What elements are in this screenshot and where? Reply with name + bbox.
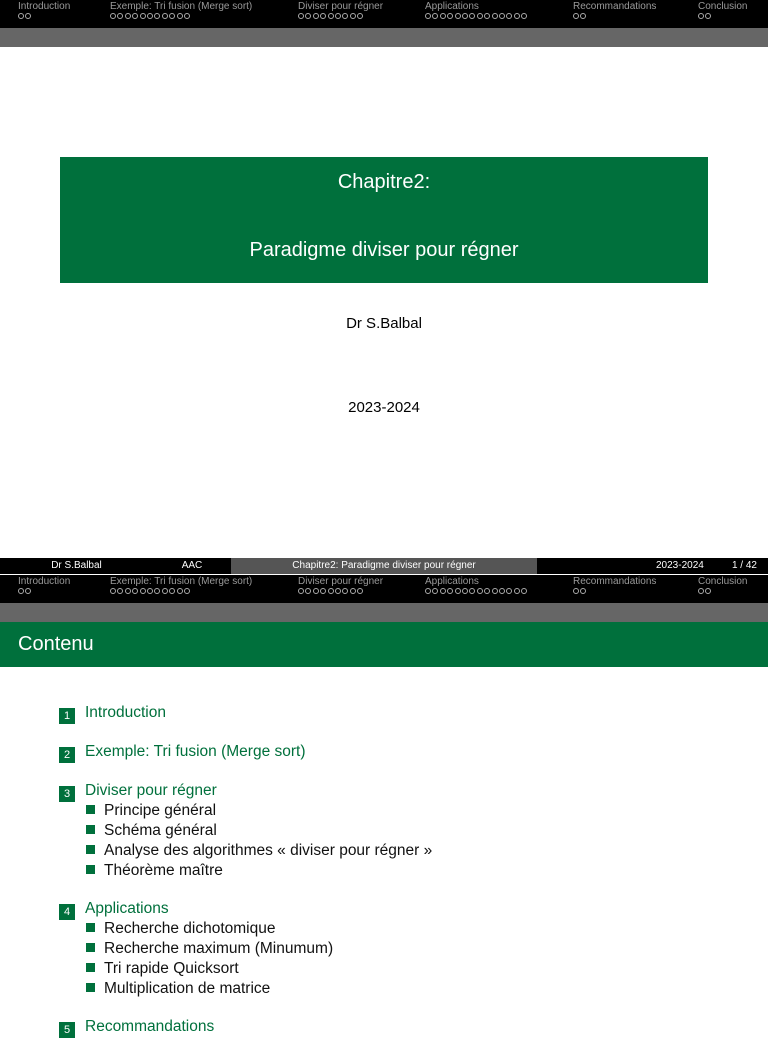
toc-section-label: Exemple: Tri fusion (Merge sort) [85, 743, 306, 760]
nav-dot-icon[interactable] [110, 13, 116, 19]
nav-dot-icon[interactable] [455, 588, 461, 594]
nav-dot-icon[interactable] [169, 588, 175, 594]
toc-section-3[interactable] [59, 782, 217, 802]
toc-subsection[interactable]: Tri rapide Quicksort [86, 960, 239, 978]
nav-dots [298, 588, 383, 594]
author: Dr S.Balbal [346, 315, 422, 332]
nav-dot-icon[interactable] [514, 588, 520, 594]
nav-dot-icon[interactable] [425, 13, 431, 19]
nav-dot-icon[interactable] [140, 588, 146, 594]
nav-dot-icon[interactable] [573, 13, 579, 19]
nav-dot-icon[interactable] [469, 588, 475, 594]
toc-subsection[interactable]: Théorème maître [86, 862, 223, 880]
nav-dot-icon[interactable] [462, 13, 468, 19]
nav-dot-icon[interactable] [425, 588, 431, 594]
nav-grey-strip [0, 603, 768, 622]
nav-dot-icon[interactable] [25, 13, 31, 19]
nav-section-exemple[interactable]: Exemple: Tri fusion (Merge sort) [110, 1, 252, 19]
nav-dot-icon[interactable] [125, 13, 131, 19]
nav-dot-icon[interactable] [162, 588, 168, 594]
bullet-square-icon [86, 805, 95, 814]
toc-section-2[interactable] [59, 743, 306, 763]
nav-dot-icon[interactable] [147, 13, 153, 19]
date: 2023-2024 [348, 399, 420, 416]
nav-section-conclusion[interactable]: Conclusion [698, 576, 747, 594]
nav-dot-icon[interactable] [440, 13, 446, 19]
footer-bar [0, 558, 768, 574]
nav-dot-icon[interactable] [492, 588, 498, 594]
nav-section-applications[interactable]: Applications [425, 576, 528, 594]
nav-dot-icon[interactable] [477, 588, 483, 594]
footer-page-number: 1 / 42 [731, 560, 757, 571]
nav-section-diviser[interactable]: Diviser pour régner [298, 1, 383, 19]
nav-dot-icon[interactable] [573, 588, 579, 594]
nav-dot-icon[interactable] [162, 13, 168, 19]
bullet-square-icon [86, 845, 95, 854]
nav-dot-icon[interactable] [184, 13, 190, 19]
nav-dot-icon[interactable] [132, 13, 138, 19]
nav-dot-icon[interactable] [705, 13, 711, 19]
nav-section-exemple[interactable]: Exemple: Tri fusion (Merge sort) [110, 576, 252, 594]
nav-dot-icon[interactable] [313, 13, 319, 19]
bullet-square-icon [86, 943, 95, 952]
nav-dot-icon[interactable] [484, 13, 490, 19]
toc-section-5[interactable] [59, 1018, 214, 1038]
nav-dot-icon[interactable] [117, 588, 123, 594]
nav-dot-icon[interactable] [342, 13, 348, 19]
nav-dot-icon[interactable] [132, 588, 138, 594]
nav-dot-icon[interactable] [514, 13, 520, 19]
nav-dots [425, 588, 528, 594]
nav-dot-icon[interactable] [320, 13, 326, 19]
slide-subtitle: Paradigme diviser pour régner [249, 239, 519, 261]
nav-dot-icon[interactable] [698, 13, 704, 19]
nav-dots [18, 13, 70, 19]
nav-dot-icon[interactable] [328, 588, 334, 594]
footer-title: Chapitre2: Paradigme diviser pour régner [231, 558, 537, 574]
nav-dot-icon[interactable] [440, 588, 446, 594]
nav-section-diviser[interactable]: Diviser pour régner [298, 576, 383, 594]
toc-subsection[interactable]: Recherche maximum (Minumum) [86, 940, 333, 958]
nav-dot-icon[interactable] [580, 13, 586, 19]
bullet-square-icon [86, 865, 95, 874]
nav-dots [698, 13, 747, 19]
nav-dot-icon[interactable] [184, 588, 190, 594]
toc-subsection[interactable]: Principe général [86, 802, 216, 820]
bullet-square-icon [86, 963, 95, 972]
title-slide [0, 47, 768, 558]
footer-institute: AAC [153, 558, 231, 574]
nav-dot-icon[interactable] [499, 13, 505, 19]
nav-dot-icon[interactable] [305, 588, 311, 594]
nav-dot-icon[interactable] [169, 13, 175, 19]
footer-date: 2023-2024 [656, 560, 704, 571]
nav-section-recommandations[interactable]: Recommandations [573, 1, 656, 19]
nav-dot-icon[interactable] [177, 588, 183, 594]
nav-dot-icon[interactable] [506, 13, 512, 19]
slide-title: Chapitre2: [337, 171, 431, 193]
toc-section-4[interactable] [59, 900, 169, 920]
bullet-square-icon [86, 825, 95, 834]
toc-section-label: Recommandations [85, 1018, 215, 1035]
frame-title-bar [0, 622, 768, 667]
nav-dots [573, 588, 656, 594]
nav-dot-icon[interactable] [298, 588, 304, 594]
toc-subsection[interactable]: Analyse des algorithmes « diviser pour régner » [86, 842, 432, 860]
nav-dot-icon[interactable] [432, 588, 438, 594]
nav-dot-icon[interactable] [447, 588, 453, 594]
toc-section-label: Introduction [85, 704, 166, 721]
nav-dot-icon[interactable] [506, 588, 512, 594]
nav-dot-icon[interactable] [580, 588, 586, 594]
nav-dots [698, 588, 747, 594]
nav-dot-icon[interactable] [432, 13, 438, 19]
nav-grey-strip [0, 28, 768, 47]
section-number-badge: 4 [59, 904, 75, 920]
nav-dot-icon[interactable] [25, 588, 31, 594]
toc-subsection[interactable]: Recherche dichotomique [86, 920, 275, 938]
nav-dot-icon[interactable] [447, 13, 453, 19]
nav-section-introduction[interactable]: Introduction [18, 576, 70, 594]
nav-dot-icon[interactable] [147, 588, 153, 594]
nav-dot-icon[interactable] [125, 588, 131, 594]
nav-bar-second [0, 575, 768, 603]
nav-dot-icon[interactable] [342, 588, 348, 594]
toc-section-label: Diviser pour régner [85, 782, 217, 799]
nav-dot-icon[interactable] [298, 13, 304, 19]
nav-bar-top [0, 0, 768, 28]
nav-dot-icon[interactable] [357, 588, 363, 594]
nav-dot-icon[interactable] [305, 13, 311, 19]
nav-dot-icon[interactable] [335, 13, 341, 19]
toc-section-label: Applications [85, 900, 169, 917]
nav-dot-icon[interactable] [499, 588, 505, 594]
footer-date-page [537, 558, 768, 574]
nav-dot-icon[interactable] [521, 588, 527, 594]
nav-dot-icon[interactable] [350, 588, 356, 594]
nav-dot-icon[interactable] [177, 13, 183, 19]
nav-dots [110, 588, 252, 594]
nav-dot-icon[interactable] [469, 13, 475, 19]
nav-dot-icon[interactable] [328, 13, 334, 19]
title-box [60, 157, 708, 283]
nav-dot-icon[interactable] [18, 588, 24, 594]
nav-dot-icon[interactable] [705, 588, 711, 594]
nav-dot-icon[interactable] [117, 13, 123, 19]
nav-dot-icon[interactable] [521, 13, 527, 19]
nav-dot-icon[interactable] [492, 13, 498, 19]
frame-title: Contenu [18, 633, 94, 655]
nav-dots [425, 13, 528, 19]
nav-dot-icon[interactable] [484, 588, 490, 594]
section-number-badge: 2 [59, 747, 75, 763]
nav-section-conclusion[interactable]: Conclusion [698, 1, 747, 19]
nav-section-applications[interactable]: Applications [425, 1, 528, 19]
nav-dots [18, 588, 70, 594]
nav-dot-icon[interactable] [477, 13, 483, 19]
nav-dot-icon[interactable] [335, 588, 341, 594]
table-of-contents [0, 667, 768, 1036]
nav-dot-icon[interactable] [313, 588, 319, 594]
nav-dot-icon[interactable] [154, 588, 160, 594]
toc-section-1[interactable] [59, 704, 166, 724]
nav-dot-icon[interactable] [698, 588, 704, 594]
footer-author: Dr S.Balbal [0, 558, 153, 574]
nav-dots [573, 13, 656, 19]
nav-section-recommandations[interactable]: Recommandations [573, 576, 656, 594]
nav-dots [110, 13, 252, 19]
nav-dot-icon[interactable] [18, 13, 24, 19]
nav-dot-icon[interactable] [357, 13, 363, 19]
nav-dot-icon[interactable] [462, 588, 468, 594]
nav-dot-icon[interactable] [140, 13, 146, 19]
bullet-square-icon [86, 923, 95, 932]
nav-dot-icon[interactable] [320, 588, 326, 594]
bullet-square-icon [86, 983, 95, 992]
section-number-badge: 3 [59, 786, 75, 802]
toc-subsection[interactable]: Schéma général [86, 822, 217, 840]
nav-dot-icon[interactable] [455, 13, 461, 19]
nav-dot-icon[interactable] [350, 13, 356, 19]
section-number-badge: 1 [59, 708, 75, 724]
nav-dot-icon[interactable] [154, 13, 160, 19]
toc-subsection[interactable]: Multiplication de matrice [86, 980, 270, 998]
nav-dots [298, 13, 383, 19]
section-number-badge: 5 [59, 1022, 75, 1038]
nav-section-introduction[interactable]: Introduction [18, 1, 70, 19]
nav-dot-icon[interactable] [110, 588, 116, 594]
